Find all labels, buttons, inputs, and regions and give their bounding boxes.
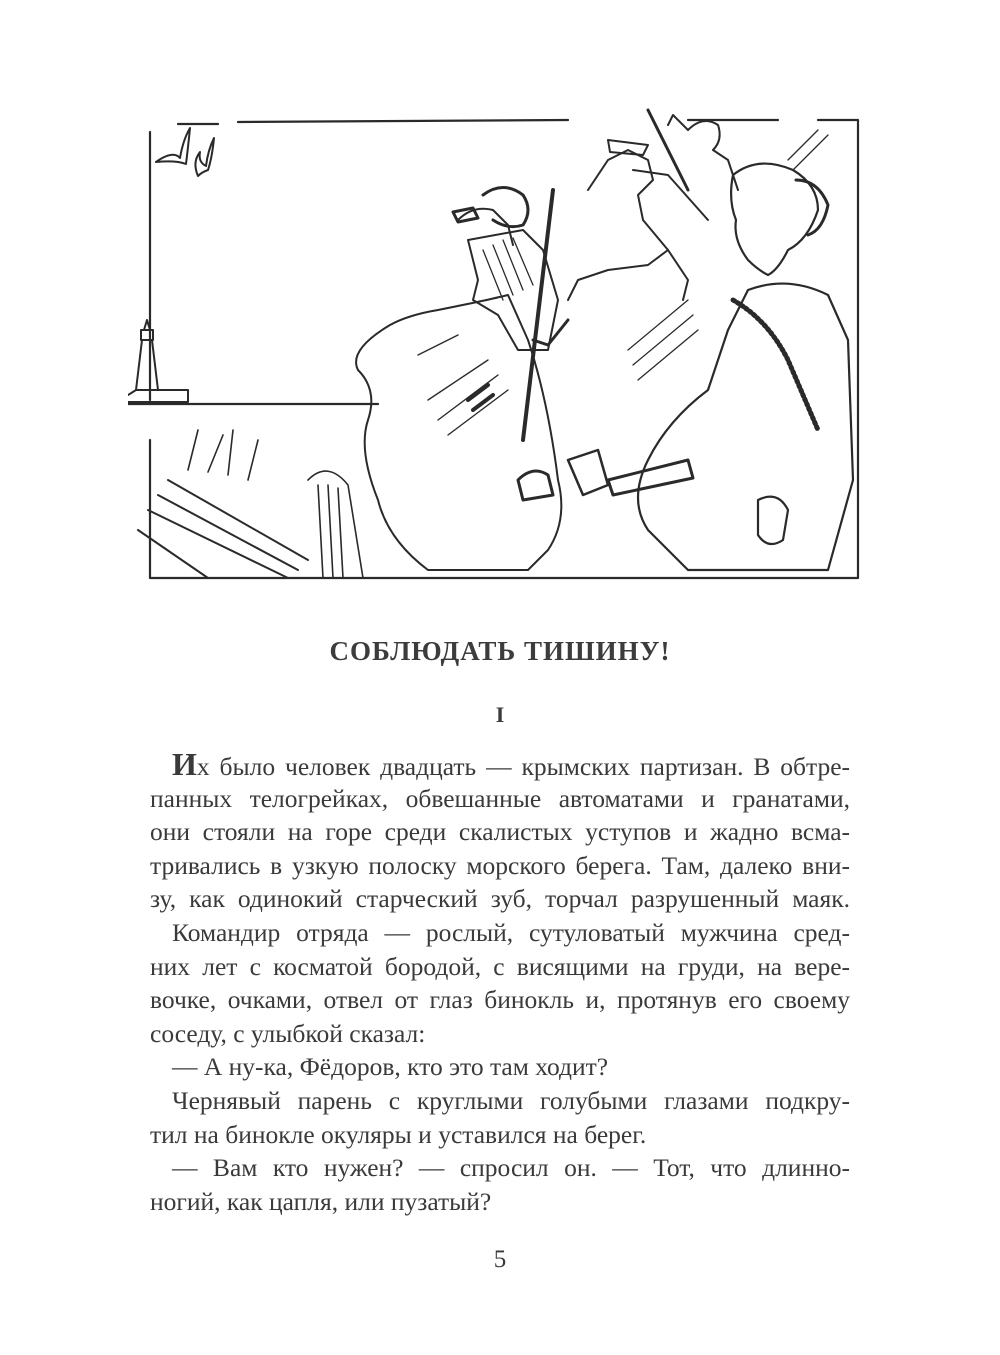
text-line: Чернявый парень с круглыми голубыми глазами подкру- [172, 1085, 850, 1115]
chapter-title: СОБЛЮДАТЬ ТИШИНУ! [329, 636, 671, 666]
lighthouse-icon [128, 320, 188, 402]
drop-cap: И [172, 746, 197, 782]
text-line: зу, как одинокий старческий зуб, торчал разрушенный маяк. [150, 884, 850, 914]
text-line: ногий, как цапля, или пузатый? [150, 1186, 492, 1216]
page-number: 5 [493, 1246, 507, 1273]
text-line: них лет с косматой бородой, с висящими на груди, на вере- [150, 951, 850, 981]
partisans-drawing [128, 100, 872, 590]
gull-icon [195, 138, 214, 176]
text-line: Их было человек двадцать — крымских партизан. В обтре- [172, 746, 850, 782]
gull-icon [156, 128, 190, 164]
text-line: — Вам кто нужен? — спросил он. — Тот, что длинно- [172, 1153, 850, 1183]
text-line: — А ну-ка, Фёдоров, кто это там ходит? [172, 1052, 609, 1082]
text-line: вочке, очками, отвел от глаз бинокль и, протянув его своему [150, 985, 850, 1015]
text-line: Командир отряда — рослый, сутуловатый мужчина сред- [172, 917, 850, 947]
chapter-illustration [128, 100, 872, 590]
text-line: они стояли на горе среди скалистых уступов и жадно всма- [150, 817, 850, 847]
section-number: I [495, 702, 505, 727]
text-line: тривались в узкую полоску морского берега. Там, далеко вни- [150, 850, 850, 880]
text-line: соседу, с улыбкой сказал: [150, 1018, 426, 1048]
body-text [150, 748, 850, 1218]
text-line: тил на бинокле окуляры и уставился на берег. [150, 1119, 647, 1149]
text-line: панных телогрейках, обвешанные автоматами и гранатами, [150, 783, 850, 813]
